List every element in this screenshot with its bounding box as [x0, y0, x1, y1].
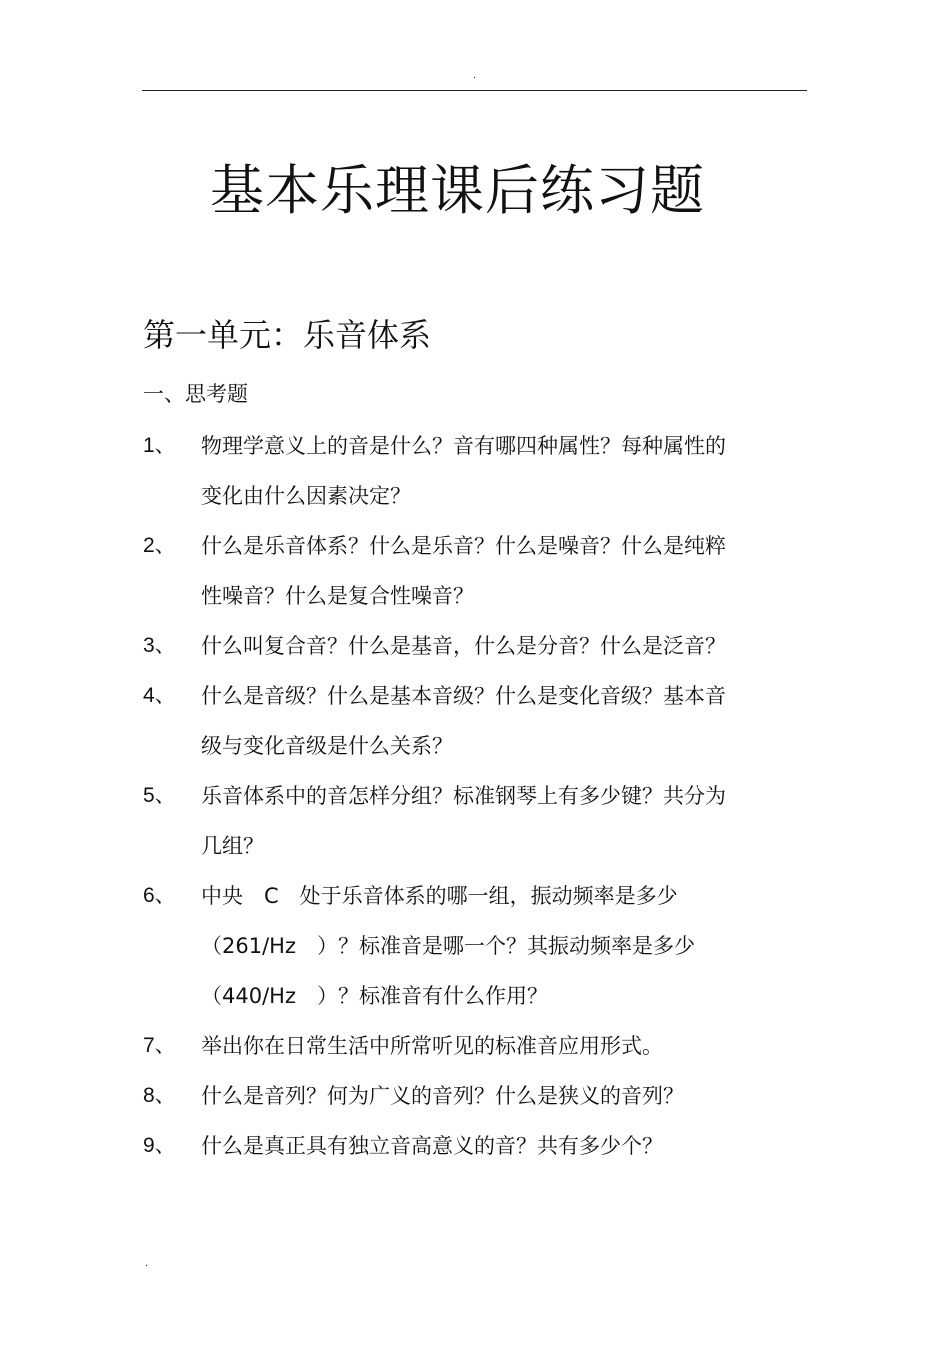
header-dot: . — [473, 70, 477, 81]
question-text: 什么是音列？何为广义的音列？什么是狭义的音列？ — [201, 1084, 684, 1108]
question-item — [143, 1021, 743, 1071]
question-number: 6、 — [143, 884, 176, 907]
question-number: 4、 — [143, 684, 176, 707]
question-number: 8、 — [143, 1084, 176, 1107]
question-item — [143, 1121, 743, 1171]
unit-heading: 第一单元：乐音体系 — [143, 316, 432, 354]
question-number: 9、 — [143, 1134, 176, 1157]
question-item — [143, 421, 743, 521]
question-item — [143, 871, 743, 1021]
question-item — [143, 521, 743, 621]
question-text: 什么是乐音体系？什么是乐音？什么是噪音？什么是纯粹性噪音？什么是复合性噪音？ — [201, 534, 726, 608]
question-number: 1、 — [143, 434, 176, 457]
question-item — [143, 671, 743, 771]
document-title: 基本乐理课后练习题 — [210, 159, 705, 222]
question-text: 物理学意义上的音是什么？音有哪四种属性？每种属性的变化由什么因素决定？ — [201, 434, 726, 508]
question-item — [143, 1071, 743, 1121]
question-text: 中央 C 处于乐音体系的哪一组，振动频率是多少（261/Hz ）？标准音是哪一个？其振动频率是多少（440/Hz ）？标准音有什么作用？ — [201, 884, 695, 1008]
question-list — [143, 421, 743, 1171]
question-item — [143, 621, 743, 671]
question-item — [143, 771, 743, 871]
question-number: 2、 — [143, 534, 176, 557]
question-text: 举出你在日常生活中所常听见的标准音应用形式。 — [201, 1034, 663, 1058]
question-text: 什么叫复合音？什么是基音，什么是分音？什么是泛音？ — [201, 634, 726, 658]
section-heading: 一、思考题 — [143, 382, 248, 406]
question-text: 乐音体系中的音怎样分组？标准钢琴上有多少键？共分为几组？ — [201, 784, 726, 858]
question-text: 什么是真正具有独立音高意义的音？共有多少个？ — [201, 1134, 663, 1158]
footer-dot: . — [145, 1258, 149, 1269]
question-number: 7、 — [143, 1034, 176, 1057]
header-rule — [142, 90, 807, 91]
question-number: 3、 — [143, 634, 176, 657]
question-number: 5、 — [143, 784, 176, 807]
question-text: 什么是音级？什么是基本音级？什么是变化音级？基本音级与变化音级是什么关系？ — [201, 684, 726, 758]
